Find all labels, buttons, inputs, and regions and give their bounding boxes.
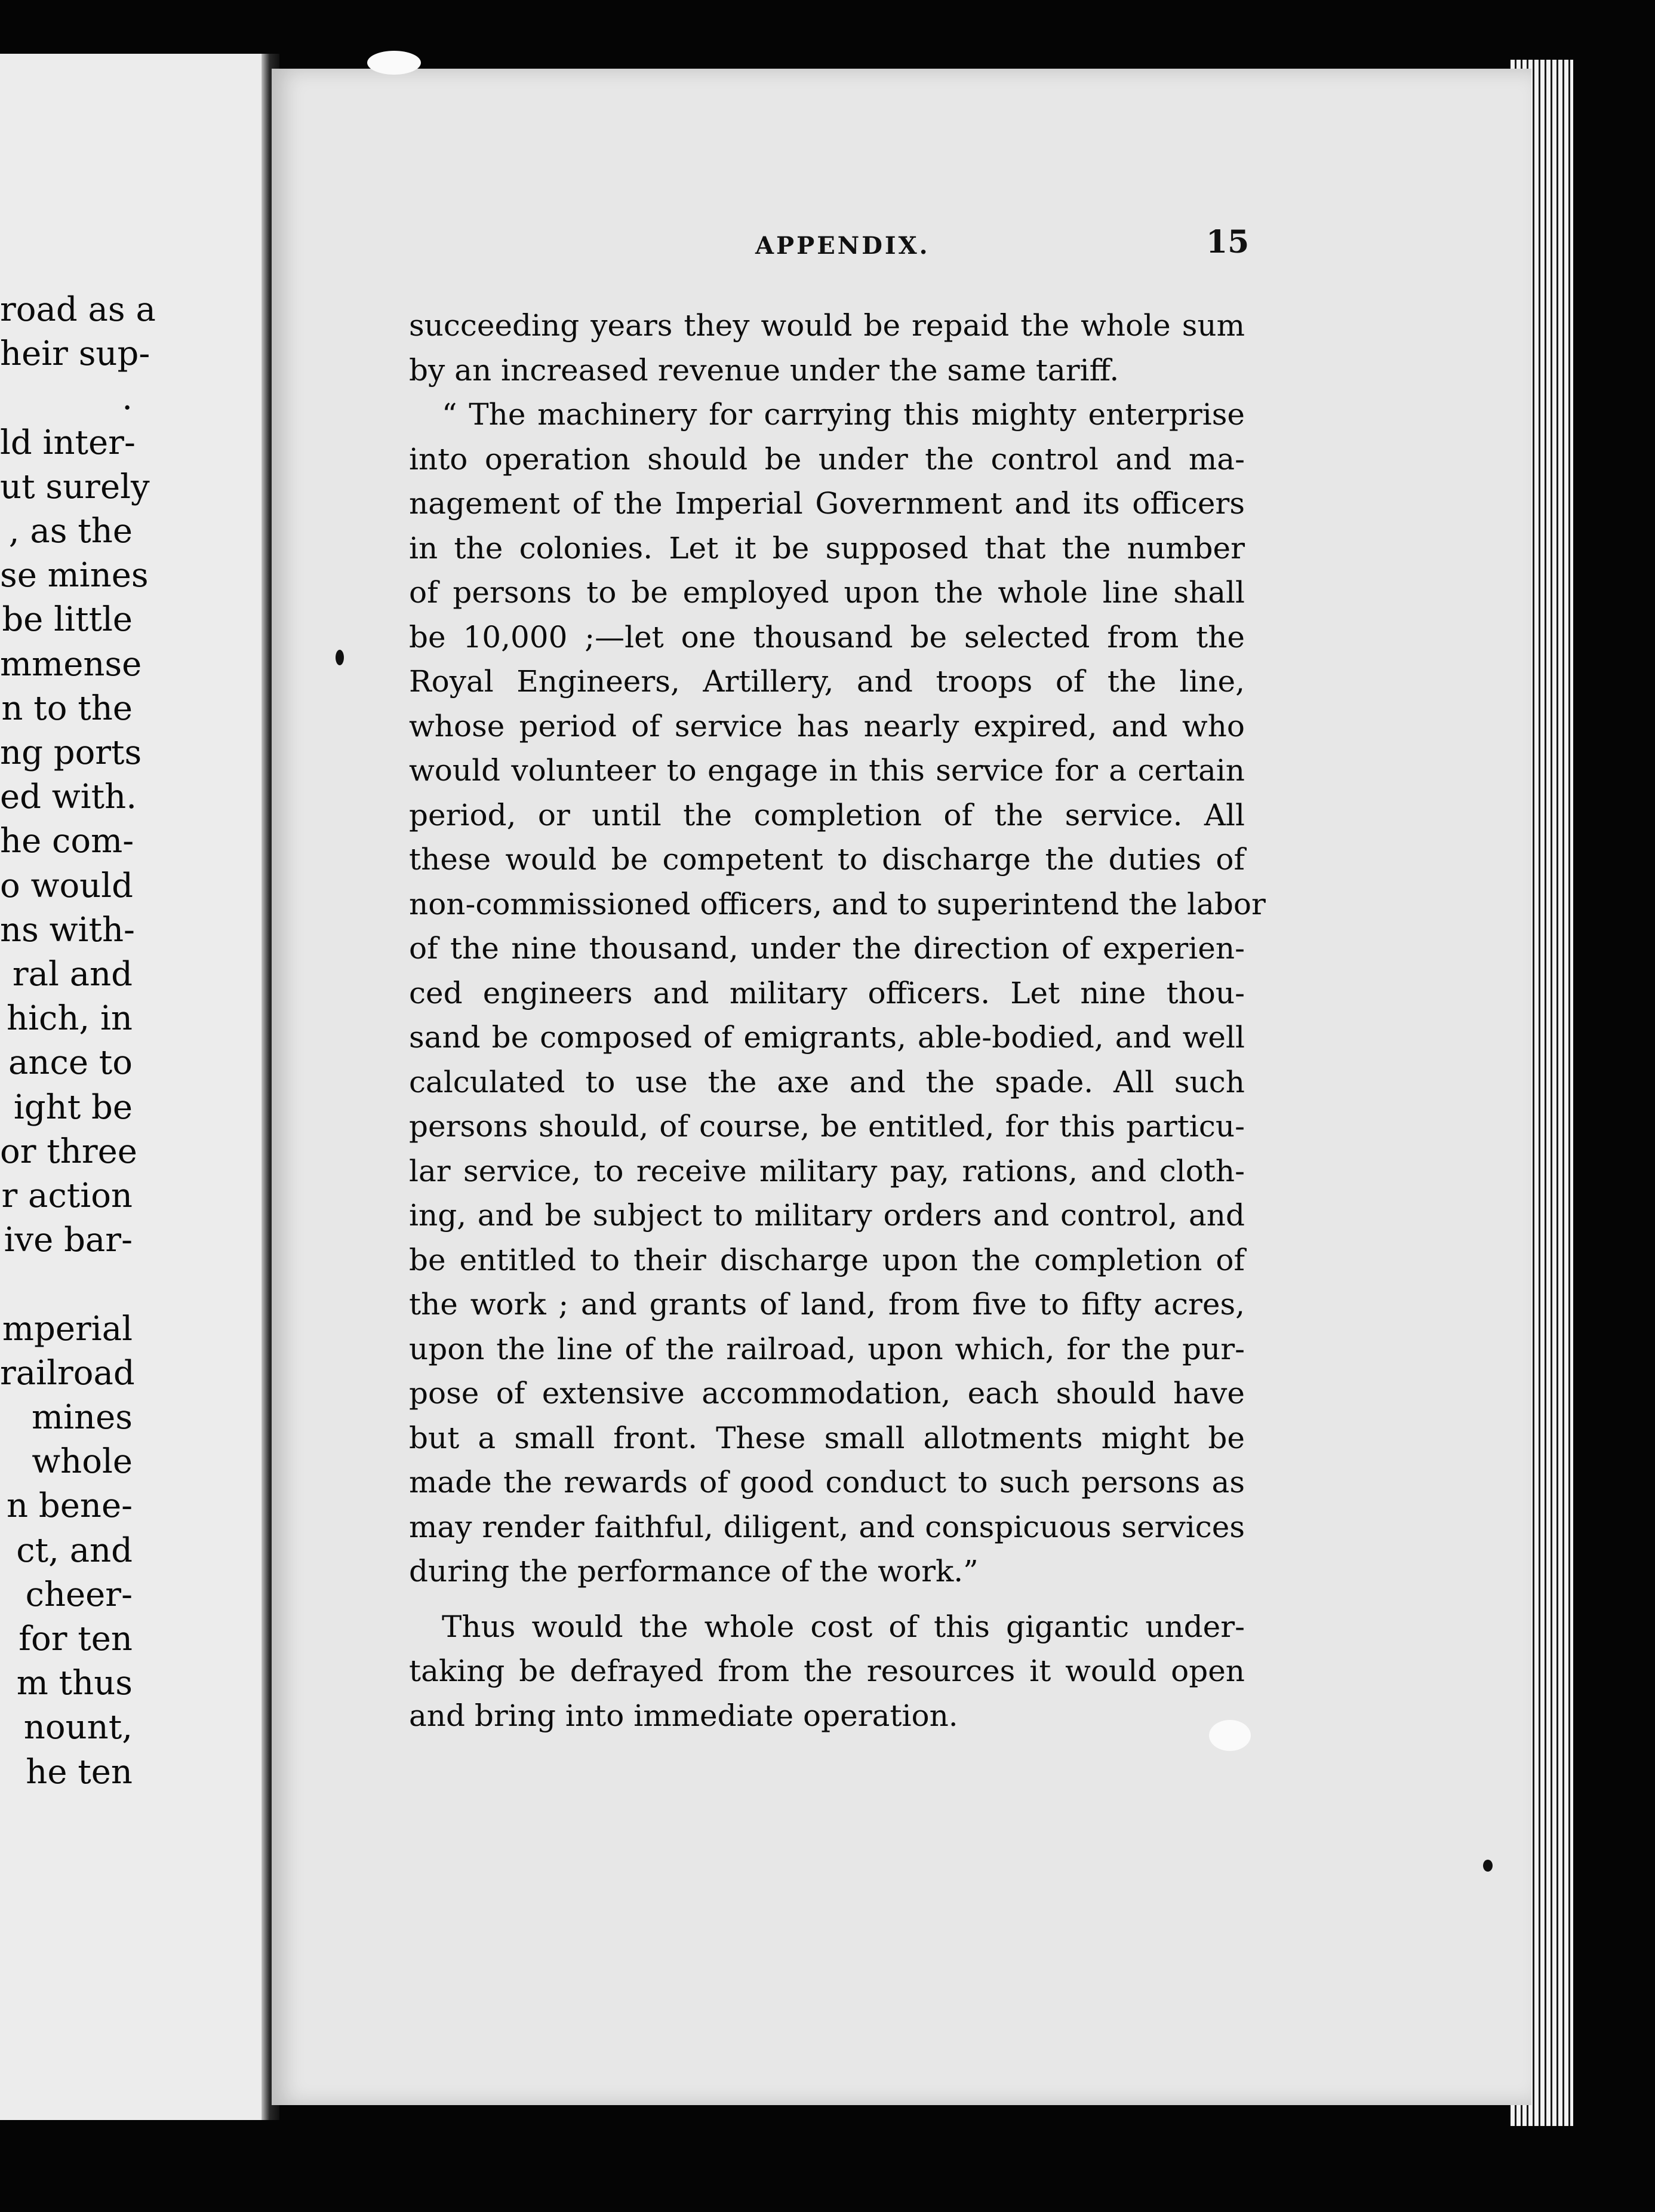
- text-line: by an increased revenue under the same tariff.: [409, 352, 1119, 388]
- text-line: ced engineers and military officers. Let nine thou-: [409, 975, 1245, 1010]
- text-line: would volunteer to engage in this service for a certain: [409, 753, 1245, 788]
- left-page-text-line: whole: [32, 1442, 133, 1482]
- text-line: period, or until the completion of the service. All: [409, 797, 1245, 832]
- scan-speck: [367, 51, 421, 75]
- text-line: upon the line of the railroad, upon which, for the pur-: [409, 1331, 1245, 1366]
- text-line: these would be competent to discharge the duties of: [409, 842, 1245, 877]
- text-line: “ The machinery for carrying this mighty enterprise: [442, 397, 1245, 432]
- left-page-text-line: or three: [0, 1132, 137, 1171]
- scan-speck: [336, 650, 344, 665]
- left-page-text-line: nount,: [23, 1708, 133, 1747]
- paragraph-1: [409, 303, 1245, 392]
- left-page-text-line: .: [122, 379, 133, 418]
- left-page-text-line: m thus: [16, 1664, 133, 1703]
- left-page-text-line: ance to: [8, 1043, 133, 1083]
- text-line: may render faithful, diligent, and conspicuous services: [409, 1509, 1245, 1544]
- text-line: be entitled to their discharge upon the completion of: [409, 1242, 1245, 1277]
- left-page-text-line: mmense: [0, 644, 142, 684]
- text-line: pose of extensive accommodation, each should have: [409, 1376, 1245, 1411]
- page-number: 15: [1206, 224, 1250, 260]
- text-line: non-commissioned officers, and to superintend the labor: [409, 886, 1266, 921]
- left-page-text-line: ut surely: [0, 467, 150, 506]
- left-page-text-line: r action: [1, 1176, 133, 1215]
- text-line: of persons to be employed upon the whole line shall: [409, 575, 1245, 610]
- text-line: whose period of service has nearly expired, and who: [409, 708, 1245, 744]
- text-line: the work ; and grants of land, from five to fifty acres,: [409, 1287, 1245, 1322]
- running-header: APPENDIX.: [755, 232, 930, 260]
- text-line: Royal Engineers, Artillery, and troops of the line,: [409, 664, 1245, 699]
- left-page-text-line: se mines: [0, 556, 149, 595]
- left-page-text-line: ral and: [12, 955, 133, 994]
- left-page-text-line: he ten: [26, 1752, 133, 1792]
- left-page-text-line: ct, and: [16, 1531, 133, 1570]
- scan-speck: [1483, 1860, 1493, 1872]
- left-page-text-line: n bene-: [7, 1486, 133, 1526]
- text-line: sand be composed of emigrants, able-bodied, and well: [409, 1020, 1245, 1055]
- text-line: in the colonies. Let it be supposed that the number: [409, 530, 1245, 566]
- body-text: [409, 303, 1266, 1738]
- left-page-text-line: ive bar-: [4, 1221, 133, 1260]
- text-line: succeeding years they would be repaid the whole sum: [409, 308, 1245, 343]
- text-line: calculated to use the axe and the spade. All such: [409, 1064, 1245, 1099]
- left-page-text-line: cheer-: [25, 1575, 133, 1614]
- left-page-text-line: o would: [0, 866, 133, 905]
- left-page-text-line: ld inter-: [0, 423, 136, 462]
- text-line: but a small front. These small allotments might be: [409, 1420, 1245, 1455]
- text-line: nagement of the Imperial Government and its officers: [409, 486, 1245, 521]
- left-page-text-line: n to the: [1, 689, 133, 728]
- text-line: into operation should be under the control and ma-: [409, 441, 1245, 477]
- left-page-text-line: he com-: [0, 822, 134, 861]
- left-page-text-line: be little: [2, 600, 133, 640]
- text-line: and bring into immediate operation.: [409, 1698, 958, 1733]
- text-line: during the performance of the work.”: [409, 1554, 979, 1589]
- left-page-text-line: ns with-: [0, 910, 135, 950]
- text-line: ing, and be subject to military orders and control, and: [409, 1198, 1245, 1233]
- paragraph-3: [409, 1605, 1245, 1738]
- paragraph-gap: [409, 1594, 1245, 1605]
- left-page-text-line: heir sup-: [0, 334, 150, 374]
- text-line: made the rewards of good conduct to such persons as: [409, 1465, 1245, 1500]
- left-page-text-line: for ten: [19, 1620, 133, 1658]
- left-page-text-line: road as a: [0, 290, 156, 329]
- left-page-text-line: ight be: [13, 1087, 133, 1127]
- left-page-text-line: railroad: [0, 1353, 135, 1393]
- left-page-text-line: ed with.: [0, 778, 137, 817]
- scan-speck: [1209, 1720, 1251, 1751]
- text-line: taking be defrayed from the resources it would open: [409, 1654, 1245, 1688]
- left-page-text-line: , as the: [8, 512, 133, 551]
- text-line: be 10,000 ;—let one thousand be selected from the: [409, 619, 1245, 655]
- left-page-text-line: ng ports: [0, 733, 142, 772]
- text-line: persons should, of course, be entitled, for this particu-: [409, 1109, 1245, 1144]
- left-page-text-line: mperial: [2, 1309, 133, 1348]
- text-line: of the nine thousand, under the direction of experien-: [409, 931, 1245, 966]
- text-line: lar service, to receive military pay, rations, and cloth-: [409, 1153, 1245, 1188]
- paragraph-2: [409, 392, 1266, 1594]
- left-page-text-line: hich, in: [7, 999, 133, 1039]
- left-page-text-line: mines: [32, 1398, 133, 1437]
- text-line: Thus would the whole cost of this gigantic under-: [442, 1609, 1245, 1644]
